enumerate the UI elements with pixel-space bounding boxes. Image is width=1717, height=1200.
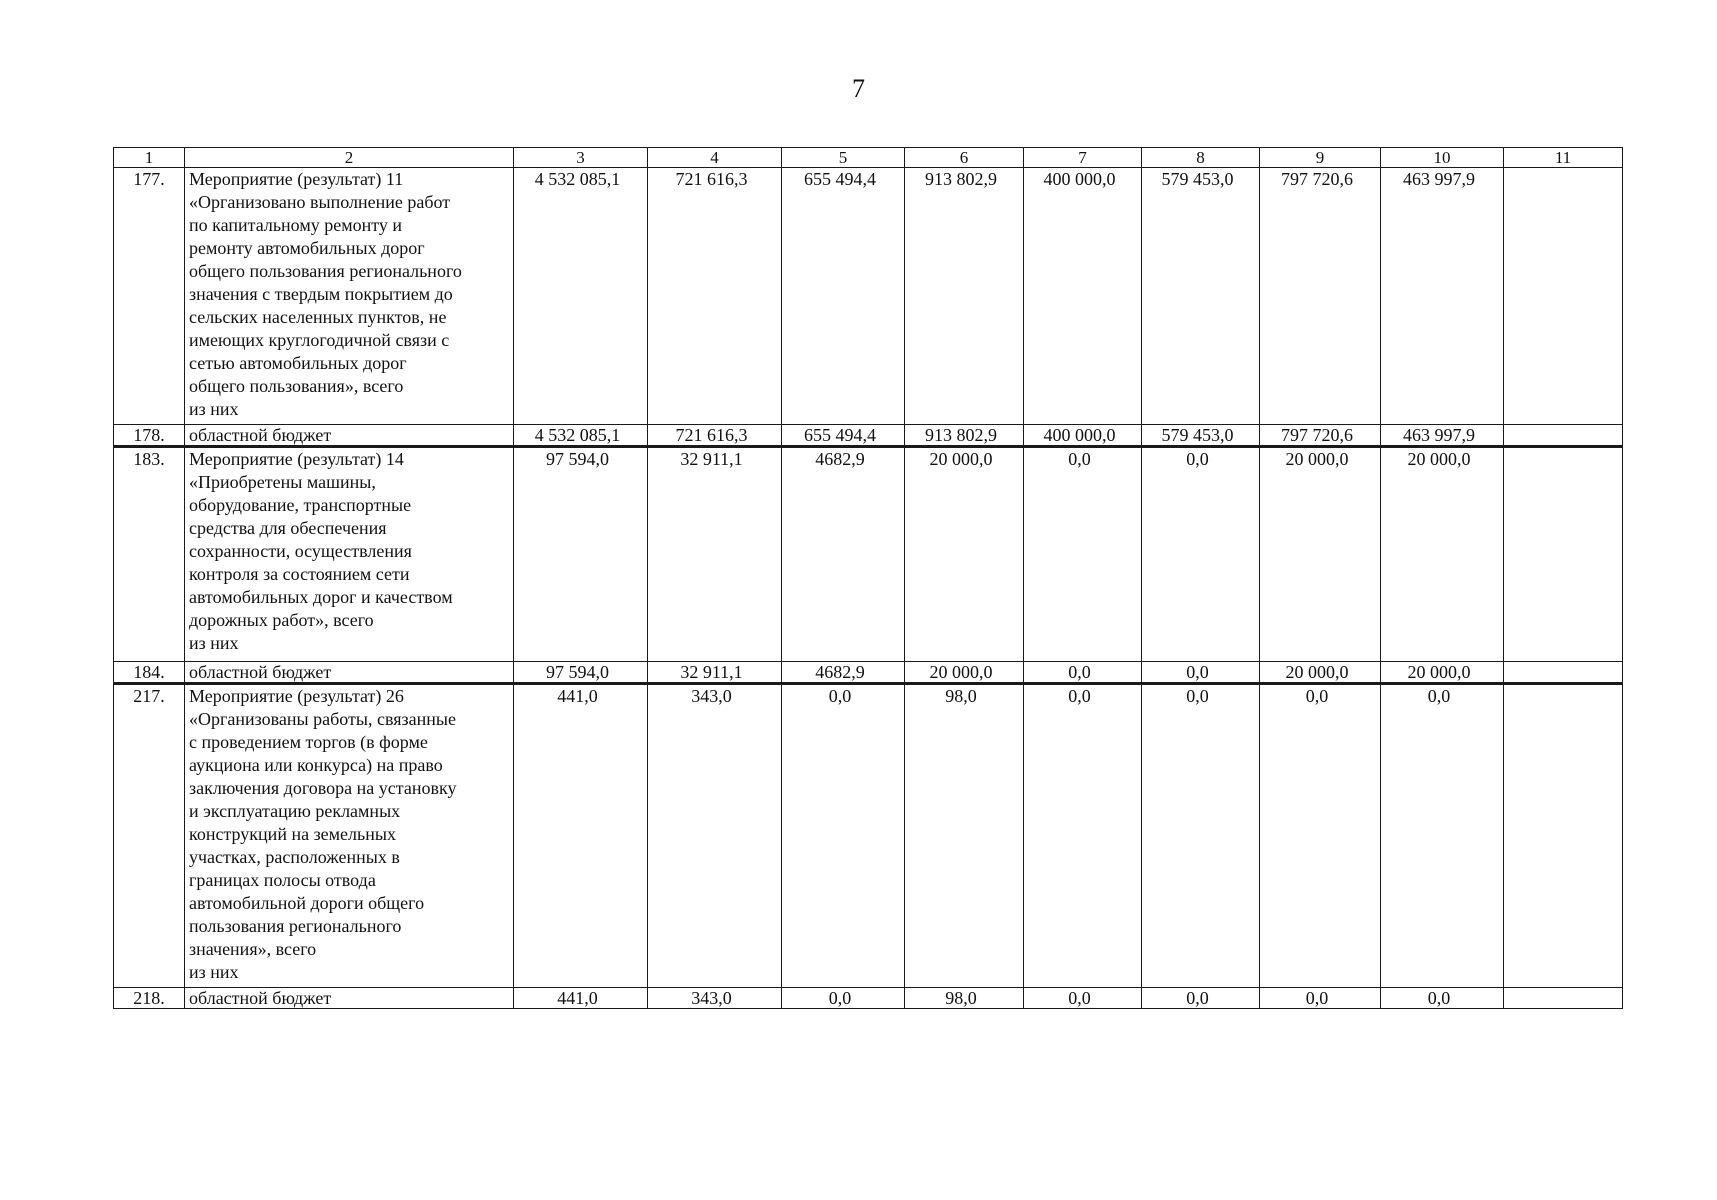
description-line: конструкций на земельных bbox=[189, 824, 396, 844]
column-header: 5 bbox=[782, 148, 905, 168]
row-description: областной бюджет bbox=[185, 988, 514, 1009]
row-number: 184. bbox=[114, 662, 185, 684]
column-header: 2 bbox=[185, 148, 514, 168]
row-description bbox=[185, 684, 514, 988]
description-line: и эксплуатацию рекламных bbox=[189, 801, 401, 821]
row-description bbox=[185, 447, 514, 662]
value-cell: 20 000,0 bbox=[905, 662, 1024, 684]
value-cell bbox=[1504, 684, 1623, 988]
row-number: 177. bbox=[114, 168, 185, 425]
description-line: ремонту автомобильных дорог bbox=[189, 238, 425, 258]
description-line: из них bbox=[189, 962, 239, 982]
description-line: «Организовано выполнение работ bbox=[189, 192, 451, 212]
value-cell: 797 720,6 bbox=[1260, 425, 1381, 447]
table-row bbox=[114, 662, 1623, 684]
description-line: «Приобретены машины, bbox=[189, 472, 376, 492]
description-line: с проведением торгов (в форме bbox=[189, 732, 428, 752]
value-cell: 0,0 bbox=[1142, 684, 1260, 988]
value-cell: 441,0 bbox=[514, 988, 648, 1009]
description-line: Мероприятие (результат) 14 bbox=[189, 449, 404, 469]
value-cell: 400 000,0 bbox=[1024, 425, 1142, 447]
value-cell: 20 000,0 bbox=[1381, 662, 1504, 684]
row-number: 183. bbox=[114, 447, 185, 662]
value-cell: 655 494,4 bbox=[782, 425, 905, 447]
value-cell: 4 532 085,1 bbox=[514, 425, 648, 447]
value-cell: 463 997,9 bbox=[1381, 168, 1504, 425]
description-line: сельских населенных пунктов, не bbox=[189, 307, 447, 327]
value-cell: 98,0 bbox=[905, 988, 1024, 1009]
value-cell: 0,0 bbox=[1260, 988, 1381, 1009]
value-cell: 4 532 085,1 bbox=[514, 168, 648, 425]
row-description bbox=[185, 168, 514, 425]
column-header: 10 bbox=[1381, 148, 1504, 168]
table-row bbox=[114, 447, 1623, 662]
description-line: пользования регионального bbox=[189, 916, 402, 936]
value-cell: 0,0 bbox=[1381, 684, 1504, 988]
description-line: заключения договора на установку bbox=[189, 778, 457, 798]
column-number-row bbox=[114, 148, 1623, 168]
value-cell: 0,0 bbox=[1381, 988, 1504, 1009]
description-line: из них bbox=[189, 633, 239, 653]
value-cell: 20 000,0 bbox=[1381, 447, 1504, 662]
description-line: дорожных работ», всего bbox=[189, 610, 374, 630]
description-line: имеющих круглогодичной связи с bbox=[189, 330, 450, 350]
row-description: областной бюджет bbox=[185, 425, 514, 447]
column-header: 8 bbox=[1142, 148, 1260, 168]
value-cell: 97 594,0 bbox=[514, 447, 648, 662]
description-line: участках, расположенных в bbox=[189, 847, 400, 867]
budget-table bbox=[113, 147, 1623, 1009]
table-row bbox=[114, 168, 1623, 425]
value-cell: 721 616,3 bbox=[648, 425, 782, 447]
description-line: границах полосы отвода bbox=[189, 870, 376, 890]
value-cell: 0,0 bbox=[1142, 447, 1260, 662]
value-cell: 20 000,0 bbox=[1260, 662, 1381, 684]
column-header: 11 bbox=[1504, 148, 1623, 168]
value-cell: 0,0 bbox=[1142, 988, 1260, 1009]
value-cell: 400 000,0 bbox=[1024, 168, 1142, 425]
row-number: 178. bbox=[114, 425, 185, 447]
value-cell: 0,0 bbox=[1024, 447, 1142, 662]
description-line: Мероприятие (результат) 11 bbox=[189, 169, 404, 189]
value-cell bbox=[1504, 988, 1623, 1009]
value-cell: 0,0 bbox=[1260, 684, 1381, 988]
value-cell: 721 616,3 bbox=[648, 168, 782, 425]
value-cell: 0,0 bbox=[1142, 662, 1260, 684]
value-cell: 32 911,1 bbox=[648, 662, 782, 684]
description-line: контроля за состоянием сети bbox=[189, 564, 410, 584]
column-header: 3 bbox=[514, 148, 648, 168]
value-cell bbox=[1504, 447, 1623, 662]
description-line: сетью автомобильных дорог bbox=[189, 353, 407, 373]
value-cell: 463 997,9 bbox=[1381, 425, 1504, 447]
value-cell bbox=[1504, 662, 1623, 684]
column-header: 4 bbox=[648, 148, 782, 168]
value-cell: 0,0 bbox=[1024, 988, 1142, 1009]
value-cell: 343,0 bbox=[648, 988, 782, 1009]
value-cell: 0,0 bbox=[1024, 662, 1142, 684]
description-line: общего пользования», всего bbox=[189, 376, 404, 396]
value-cell bbox=[1504, 425, 1623, 447]
value-cell: 797 720,6 bbox=[1260, 168, 1381, 425]
value-cell: 32 911,1 bbox=[648, 447, 782, 662]
row-number: 217. bbox=[114, 684, 185, 988]
value-cell: 0,0 bbox=[782, 988, 905, 1009]
table-row bbox=[114, 425, 1623, 447]
value-cell: 441,0 bbox=[514, 684, 648, 988]
value-cell: 579 453,0 bbox=[1142, 425, 1260, 447]
description-line: по капитальному ремонту и bbox=[189, 215, 403, 235]
value-cell: 97 594,0 bbox=[514, 662, 648, 684]
value-cell: 913 802,9 bbox=[905, 425, 1024, 447]
row-description: областной бюджет bbox=[185, 662, 514, 684]
value-cell: 0,0 bbox=[1024, 684, 1142, 988]
description-line: значения с твердым покрытием до bbox=[189, 284, 453, 304]
description-line: Мероприятие (результат) 26 bbox=[189, 686, 404, 706]
description-line: средства для обеспечения bbox=[189, 518, 387, 538]
description-line: значения», всего bbox=[189, 939, 317, 959]
description-line: «Организованы работы, связанные bbox=[189, 709, 456, 729]
description-line: сохранности, осуществления bbox=[189, 541, 412, 561]
value-cell: 4682,9 bbox=[782, 447, 905, 662]
value-cell: 579 453,0 bbox=[1142, 168, 1260, 425]
description-line: автомобильных дорог и качеством bbox=[189, 587, 453, 607]
value-cell: 0,0 bbox=[782, 684, 905, 988]
description-line: автомобильной дороги общего bbox=[189, 893, 425, 913]
value-cell: 20 000,0 bbox=[905, 447, 1024, 662]
column-header: 6 bbox=[905, 148, 1024, 168]
value-cell: 4682,9 bbox=[782, 662, 905, 684]
description-line: оборудование, транспортные bbox=[189, 495, 412, 515]
table-row bbox=[114, 988, 1623, 1009]
page-number: 7 bbox=[852, 74, 865, 103]
description-line: аукциона или конкурса) на право bbox=[189, 755, 443, 775]
value-cell: 20 000,0 bbox=[1260, 447, 1381, 662]
value-cell: 655 494,4 bbox=[782, 168, 905, 425]
column-header: 9 bbox=[1260, 148, 1381, 168]
column-header: 1 bbox=[114, 148, 185, 168]
value-cell: 98,0 bbox=[905, 684, 1024, 988]
column-header: 7 bbox=[1024, 148, 1142, 168]
table-row bbox=[114, 684, 1623, 988]
row-number: 218. bbox=[114, 988, 185, 1009]
description-line: из них bbox=[189, 399, 239, 419]
value-cell: 343,0 bbox=[648, 684, 782, 988]
value-cell: 913 802,9 bbox=[905, 168, 1024, 425]
value-cell bbox=[1504, 168, 1623, 425]
description-line: общего пользования регионального bbox=[189, 261, 462, 281]
